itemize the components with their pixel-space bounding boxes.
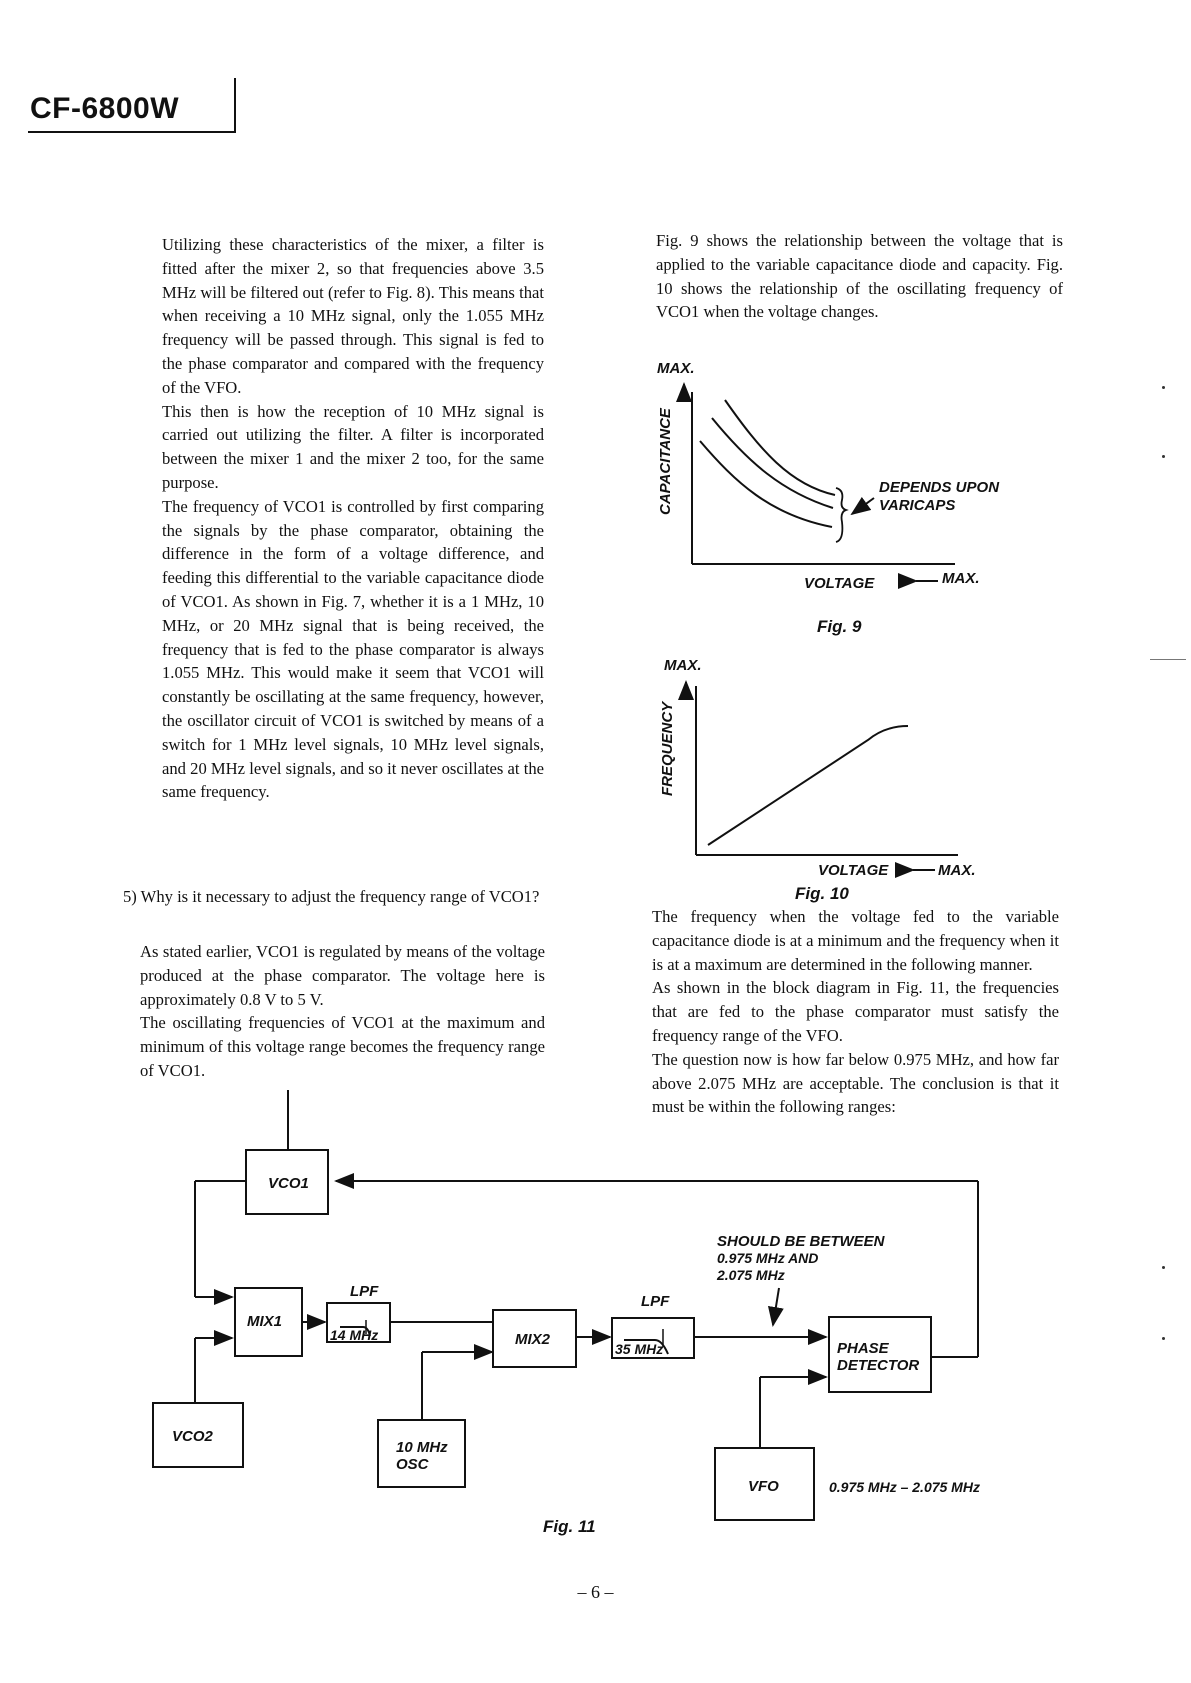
paragraph: As shown in the block diagram in Fig. 11, the frequencies that are fed to the phase comparator must satisfy the frequency range of the VFO. [652, 978, 1059, 1045]
paragraph: The oscillating frequencies of VCO1 at the maximum and minimum of this voltage range becomes the frequency range of VCO1. [140, 1013, 545, 1080]
fig9-curve-1 [725, 400, 835, 495]
vfo-range: 0.975 MHz – 2.075 MHz [829, 1479, 980, 1495]
vco2-label: VCO2 [172, 1428, 213, 1445]
note-line3: 2.075 MHz [717, 1267, 785, 1283]
note-line2: 0.975 MHz AND [717, 1250, 819, 1266]
lpf2-freq: 35 MHz [615, 1341, 664, 1357]
fig9-brace [836, 488, 846, 542]
fig9-note-arrow [852, 498, 874, 514]
fig10-y-label: FREQUENCY [659, 701, 676, 796]
paragraph: As stated earlier, VCO1 is regulated by means of the voltage produced at the phase comparator. The voltage here is approximately 0.8 V to 5 V. [140, 942, 545, 1009]
fig9-x-label: VOLTAGE [804, 575, 875, 592]
fig9-caption: Fig. 9 [817, 617, 862, 636]
paragraph: Utilizing these characteristics of the mixer, a filter is fitted after the mixer 2, so that frequencies above 3.5 MHz will be filtered out (refer to Fig. 8). This means that when receiving a 10 MHz signal, only the 1.055 MHz frequency will be passed through. This signal is fed to the phase comparator and compared with the frequency of the VFO. [162, 235, 544, 397]
fig9-note-line2: VARICAPS [879, 497, 956, 514]
phase-label-line1: PHASE [837, 1340, 889, 1357]
fig9-curve-2 [712, 418, 833, 508]
fig10-x-label: VOLTAGE [818, 862, 889, 879]
paragraph: The frequency when the voltage fed to the variable capacitance diode is at a minimum and the frequency when it is at a maximum are determined in the following manner. [652, 907, 1059, 974]
paragraph: This then is how the reception of 10 MHz signal is carried out utilizing the filter. A filter is incorporated between the mixer 1 and the mixer 2 too, for the same purpose. [162, 401, 544, 492]
fig10-curve [708, 726, 908, 845]
fig9-note-line1: DEPENDS UPON [879, 479, 1000, 496]
note-arrow [773, 1288, 779, 1325]
vco1-label: VCO1 [268, 1175, 309, 1192]
fig9-x-max: MAX. [942, 570, 980, 587]
vfo-label: VFO [748, 1478, 779, 1495]
scan-speck [1162, 455, 1165, 458]
fig11-caption: Fig. 11 [543, 1517, 596, 1536]
fig9-y-max: MAX. [657, 360, 695, 377]
paragraph: The question now is how far below 0.975 MHz, and how far above 2.075 MHz are acceptable. The conclusion is that it must be within the following ranges: [652, 1049, 1059, 1117]
fig9-curve-3 [700, 441, 832, 527]
osc-label-line1: 10 MHz [396, 1439, 448, 1456]
lpf2-label: LPF [641, 1293, 670, 1310]
fig11-block-diagram [153, 1090, 978, 1520]
paragraph: Fig. 9 shows the relationship between the voltage that is applied to the variable capacitance diode and capacity. Fig. 10 shows the relationship of the oscillating frequency of VCO1 when the voltage changes. [656, 231, 1063, 322]
osc-label-line2: OSC [396, 1456, 429, 1473]
page-number: – 6 – [577, 1582, 614, 1602]
scan-speck [1162, 386, 1165, 389]
fig10-x-max: MAX. [938, 862, 976, 879]
scan-speck [1162, 1337, 1165, 1340]
fig10-graph [659, 657, 976, 903]
scan-speck [1162, 1266, 1165, 1269]
note-line1: SHOULD BE BETWEEN [717, 1233, 885, 1250]
fig10-caption: Fig. 10 [795, 884, 849, 903]
mix2-label: MIX2 [515, 1331, 551, 1348]
model-title: CF-6800W [30, 92, 180, 125]
fig9-y-label: CAPACITANCE [657, 408, 674, 515]
lpf1-freq: 14 MHz [330, 1327, 379, 1343]
question-heading: 5) Why is it necessary to adjust the frequency range of VCO1? [123, 887, 540, 906]
fig10-y-max: MAX. [664, 657, 702, 674]
phase-label-line2: DETECTOR [837, 1357, 920, 1374]
paragraph: The frequency of VCO1 is controlled by first comparing the signals by the phase comparator, obtaining the difference in the form of a voltage difference, and feeding this differential to the variable capacitance diode of VCO1. As shown in Fig. 7, whether it is a 1 MHz, 10 MHz, or 20 MHz signal that is being received, the frequency that is fed to the phase comparator is always 1.055 MHz. This would make it seem that VCO1 will constantly be oscillating at the same frequency, however, the oscillator circuit of VCO1 is switched by means of a switch for 1 MHz level signals, 10 MHz level signals, and 20 MHz level signals, and so it never oscillates at the same frequency. [162, 496, 544, 802]
fig9-graph [657, 360, 1000, 636]
lpf1-label: LPF [350, 1283, 379, 1300]
mix1-label: MIX1 [247, 1313, 283, 1330]
scan-line-mark [1150, 659, 1186, 660]
